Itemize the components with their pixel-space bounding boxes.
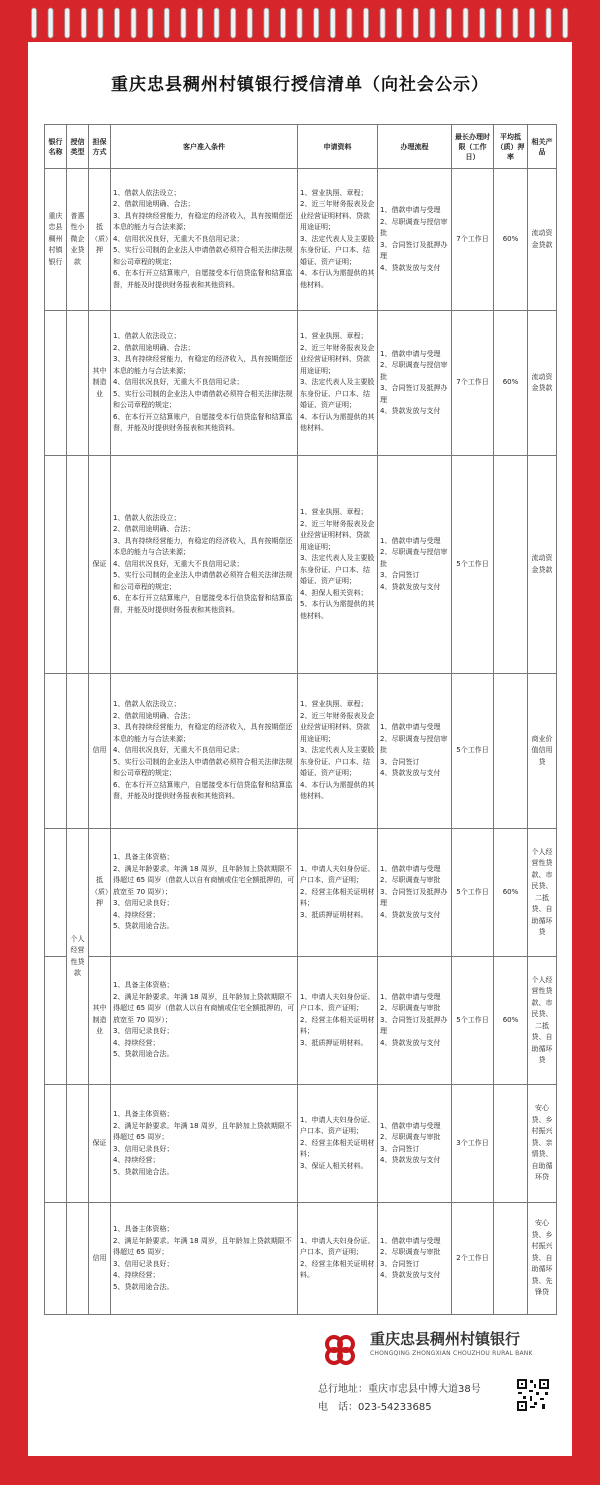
product-cell: 流动资金贷款	[528, 169, 557, 311]
table-row	[45, 1203, 557, 1315]
calendar-ring-icon	[447, 8, 452, 38]
header-row	[45, 125, 557, 169]
empty-cell	[67, 456, 89, 674]
bank-name-cell: 重庆忠县稠州村镇银行	[45, 169, 67, 311]
bank-name-cn: 重庆忠县稠州村镇银行	[370, 1330, 521, 1348]
rate-cell: 60%	[494, 311, 528, 456]
type-small-cell: 普惠性小微企业贷款	[67, 169, 89, 311]
time-cell: 5个工作日	[452, 829, 494, 957]
process-cell: 1、借款申请与受理 2、尽职调查与授信审批 3、合同签订 4、贷款发放与支付	[378, 456, 452, 674]
empty-cell	[45, 674, 67, 829]
rate-cell	[494, 1085, 528, 1203]
table-row	[45, 169, 557, 311]
empty-cell	[45, 957, 67, 1085]
time-cell: 3个工作日	[452, 1085, 494, 1203]
rate-cell	[494, 456, 528, 674]
time-cell: 7个工作日	[452, 169, 494, 311]
materials-cell: 1、营业执照、章程； 2、近三年财务报表及企业经营证明材料、贷款用途证明； 3、法定代表人及主要股东身份证、户口本、结婚证、资产证明； 4、本行认为需提供的其他材料。	[298, 674, 378, 829]
header-conditions: 客户准入条件	[111, 125, 298, 169]
credit-list-table	[44, 124, 557, 1315]
conditions-cell: 1、借款人依法设立； 2、借款用途明确、合法； 3、具有持续经营能力，有稳定的经济收入，具有按期偿还本息的能力与合法来源； 4、信用状况良好，无重大不良信用记录； 5、实行公司制的企业法人申请借款必须符合相关法律法规和公司章程的规定； 6、在本行开立结算账户，自愿接受本行信贷监督和结算监督，并能及时提供财务报表和其他资料。	[111, 456, 298, 674]
guarantee-cell: 其中制造业	[89, 311, 111, 456]
calendar-ring-icon	[148, 8, 153, 38]
empty-cell	[45, 829, 67, 957]
rate-cell: 60%	[494, 957, 528, 1085]
calendar-ring-icon	[264, 8, 269, 38]
calendar-ring-icon	[131, 8, 136, 38]
guarantee-cell: 信用	[89, 674, 111, 829]
empty-cell	[45, 1085, 67, 1203]
calendar-ring-icon	[81, 8, 86, 38]
guarantee-cell: 保证	[89, 456, 111, 674]
materials-cell: 1、营业执照、章程； 2、近三年财务报表及企业经营证明材料、贷款用途证明； 3、法定代表人及主要股东身份证、户口本、结婚证、资产证明； 4、担保人相关资料； 5、本行认为需提供的其他材料。	[298, 456, 378, 674]
calendar-ring-icon	[65, 8, 70, 38]
process-cell: 1、借款申请与受理 2、尽职调查与审批 3、合同签订及抵押办理 4、贷款发放与支付	[378, 957, 452, 1085]
calendar-ring-icon	[181, 8, 186, 38]
calendar-ring-icon	[397, 8, 402, 38]
calendar-ring-icon	[530, 8, 535, 38]
materials-cell: 1、营业执照、章程； 2、近三年财务报表及企业经营证明材料、贷款用途证明； 3、法定代表人及主要股东身份证、户口本、结婚证、资产证明； 4、本行认为需提供的其他材料。	[298, 169, 378, 311]
calendar-ring-icon	[413, 8, 418, 38]
header-process: 办理流程	[378, 125, 452, 169]
calendar-rings	[0, 0, 600, 42]
header-materials: 申请资料	[298, 125, 378, 169]
empty-cell	[45, 311, 67, 456]
conditions-cell: 1、借款人依法设立； 2、借款用途明确、合法； 3、具有持续经营能力，有稳定的经济收入，具有按期偿还本息的能力与合法来源； 4、信用状况良好，无重大不良信用记录； 5、实行公司制的企业法人申请借款必须符合相关法律法规和公司章程的规定； 6、在本行开立结算账户，自愿接受本行信贷监督和结算监督，并能及时提供财务报表和其他资料。	[111, 674, 298, 829]
calendar-ring-icon	[198, 8, 203, 38]
conditions-cell: 1、具备主体资格； 2、满足年龄要求。年满 18 周岁，且年龄加上贷款期限不得超过 65 周岁（借款人以自有商铺或住宅全额抵押的，可放宽至 70 周岁）； 3、信用记录良好； 4、持续经营； 5、贷款用途合法。	[111, 957, 298, 1085]
empty-cell	[67, 1085, 89, 1203]
empty-cell	[45, 1203, 67, 1315]
calendar-ring-icon	[115, 8, 120, 38]
footer	[28, 1308, 572, 1456]
calendar-ring-icon	[32, 8, 37, 38]
product-cell: 商业价值信用贷	[528, 674, 557, 829]
calendar-ring-icon	[364, 8, 369, 38]
guarantee-cell: 抵（质）押	[89, 829, 111, 957]
product-cell: 流动资金贷款	[528, 456, 557, 674]
empty-cell	[67, 311, 89, 456]
materials-cell: 1、申请人夫妇身份证、户口本、资产证明； 2、经营主体相关证明材料。	[298, 1203, 378, 1315]
calendar-ring-icon	[314, 8, 319, 38]
poster-paper	[28, 42, 572, 1456]
calendar-ring-icon	[164, 8, 169, 38]
calendar-ring-icon	[380, 8, 385, 38]
table-row	[45, 1085, 557, 1203]
product-cell: 安心贷、乡村振兴贷、自助循环贷、先锋贷	[528, 1203, 557, 1315]
process-cell: 1、借款申请与受理 2、尽职调查与审批 3、合同签订 4、贷款发放与支付	[378, 1203, 452, 1315]
calendar-ring-icon	[98, 8, 103, 38]
conditions-cell: 1、借款人依法设立； 2、借款用途明确、合法； 3、具有持续经营能力，有稳定的经济收入，具有按期偿还本息的能力与合法来源； 4、信用状况良好，无重大不良信用记录； 5、实行公司制的企业法人申请借款必须符合相关法律法规和公司章程的规定； 6、在本行开立结算账户，自愿接受本行信贷监督和结算监督，并能及时提供财务报表和其他资料。	[111, 311, 298, 456]
qr-code-icon	[516, 1378, 550, 1412]
guarantee-cell: 其中制造业	[89, 957, 111, 1085]
empty-cell	[67, 674, 89, 829]
calendar-ring-icon	[281, 8, 286, 38]
page-title: 重庆忠县稠州村镇银行授信清单（向社会公示）	[111, 75, 489, 95]
phone: 电 话：023-54233685	[318, 1402, 432, 1413]
guarantee-cell: 信用	[89, 1203, 111, 1315]
header-product: 相关产品	[528, 125, 557, 169]
header-type: 授信类型	[67, 125, 89, 169]
header-time: 最长办理时限（工作日）	[452, 125, 494, 169]
guarantee-cell: 保证	[89, 1085, 111, 1203]
rate-cell: 60%	[494, 169, 528, 311]
table-row	[45, 674, 557, 829]
product-cell: 安心贷、乡村振兴贷、亲情贷、自助循环贷	[528, 1085, 557, 1203]
rate-cell	[494, 1203, 528, 1315]
calendar-ring-icon	[463, 8, 468, 38]
conditions-cell: 1、具备主体资格； 2、满足年龄要求。年满 18 周岁，且年龄加上贷款期限不得超过 65 周岁； 3、信用记录良好； 4、持续经营； 5、贷款用途合法。	[111, 1085, 298, 1203]
guarantee-cell: 抵（质）押	[89, 169, 111, 311]
materials-cell: 1、申请人夫妇身份证、户口本、资产证明； 2、经营主体相关证明材料； 3、抵质押证明材料。	[298, 829, 378, 957]
calendar-ring-icon	[513, 8, 518, 38]
header-bank: 银行名称	[45, 125, 67, 169]
time-cell: 5个工作日	[452, 957, 494, 1085]
address: 总行地址：重庆市忠县中博大道38号	[318, 1384, 481, 1395]
empty-cell	[67, 1203, 89, 1315]
time-cell: 5个工作日	[452, 674, 494, 829]
table-row	[45, 311, 557, 456]
product-cell: 流动资金贷款	[528, 311, 557, 456]
rate-cell: 60%	[494, 829, 528, 957]
calendar-ring-icon	[496, 8, 501, 38]
conditions-cell: 1、具备主体资格； 2、满足年龄要求。年满 18 周岁，且年龄加上贷款期限不得超过 65 周岁（借款人以自有商铺或住宅全额抵押的，可放宽至 70 周岁）； 3、信用记录良好； 4、持续经营； 5、贷款用途合法。	[111, 829, 298, 957]
product-cell: 个人经营性贷款、市民贷、二抵贷、自助循环贷	[528, 957, 557, 1085]
conditions-cell: 1、借款人依法设立； 2、借款用途明确、合法； 3、具有持续经营能力，有稳定的经济收入，具有按期偿还本息的能力与合法来源； 4、信用状况良好，无重大不良信用记录； 5、实行公司制的企业法人申请借款必须符合相关法律法规和公司章程的规定； 6、在本行开立结算账户，自愿接受本行信贷监督和结算监督，并能及时提供财务报表和其他资料。	[111, 169, 298, 311]
calendar-ring-icon	[480, 8, 485, 38]
process-cell: 1、借款申请与受理 2、尽职调查与审批 3、合同签订及抵押办理 4、贷款发放与支付	[378, 829, 452, 957]
calendar-ring-icon	[330, 8, 335, 38]
materials-cell: 1、申请人夫妇身份证、户口本、资产证明； 2、经营主体相关证明材料； 3、抵质押证明材料。	[298, 957, 378, 1085]
calendar-ring-icon	[546, 8, 551, 38]
process-cell: 1、借款申请与受理 2、尽职调查与审批 3、合同签订 4、贷款发放与支付	[378, 1085, 452, 1203]
time-cell: 5个工作日	[452, 456, 494, 674]
bank-logo-icon	[320, 1330, 360, 1370]
calendar-ring-icon	[214, 8, 219, 38]
process-cell: 1、借款申请与受理 2、尽职调查与授信审批 3、合同签订及抵押办理 4、贷款发放与支付	[378, 169, 452, 311]
type-personal-cell: 个人经营性贷款	[67, 829, 89, 1085]
calendar-ring-icon	[247, 8, 252, 38]
calendar-ring-icon	[347, 8, 352, 38]
calendar-ring-icon	[563, 8, 568, 38]
time-cell: 7个工作日	[452, 311, 494, 456]
header-guarantee: 担保方式	[89, 125, 111, 169]
materials-cell: 1、营业执照、章程； 2、近三年财务报表及企业经营证明材料、贷款用途证明； 3、法定代表人及主要股东身份证、户口本、结婚证、资产证明； 4、本行认为需提供的其他材料。	[298, 311, 378, 456]
materials-cell: 1、申请人夫妇身份证、户口本、资产证明； 2、经营主体相关证明材料； 3、保证人相关材料。	[298, 1085, 378, 1203]
rate-cell	[494, 674, 528, 829]
table-row	[45, 456, 557, 674]
calendar-ring-icon	[297, 8, 302, 38]
time-cell: 2个工作日	[452, 1203, 494, 1315]
process-cell: 1、借款申请与受理 2、尽职调查与授信审批 3、合同签订及抵押办理 4、贷款发放与支付	[378, 311, 452, 456]
process-cell: 1、借款申请与受理 2、尽职调查与授信审批 3、合同签订 4、贷款发放与支付	[378, 674, 452, 829]
table-row	[45, 957, 557, 1085]
table-row	[45, 829, 557, 957]
header-rate: 平均抵（质）押率	[494, 125, 528, 169]
calendar-ring-icon	[430, 8, 435, 38]
calendar-ring-icon	[48, 8, 53, 38]
empty-cell	[45, 456, 67, 674]
calendar-ring-icon	[231, 8, 236, 38]
conditions-cell: 1、具备主体资格； 2、满足年龄要求。年满 18 周岁，且年龄加上贷款期限不得超过 65 周岁； 3、信用记录良好； 4、持续经营； 5、贷款用途合法。	[111, 1203, 298, 1315]
bank-name-en: CHONGQING ZHONGXIAN CHOUZHOU RURAL BANK	[370, 1350, 533, 1357]
product-cell: 个人经营性贷款、市民贷、二抵贷、自助循环贷	[528, 829, 557, 957]
